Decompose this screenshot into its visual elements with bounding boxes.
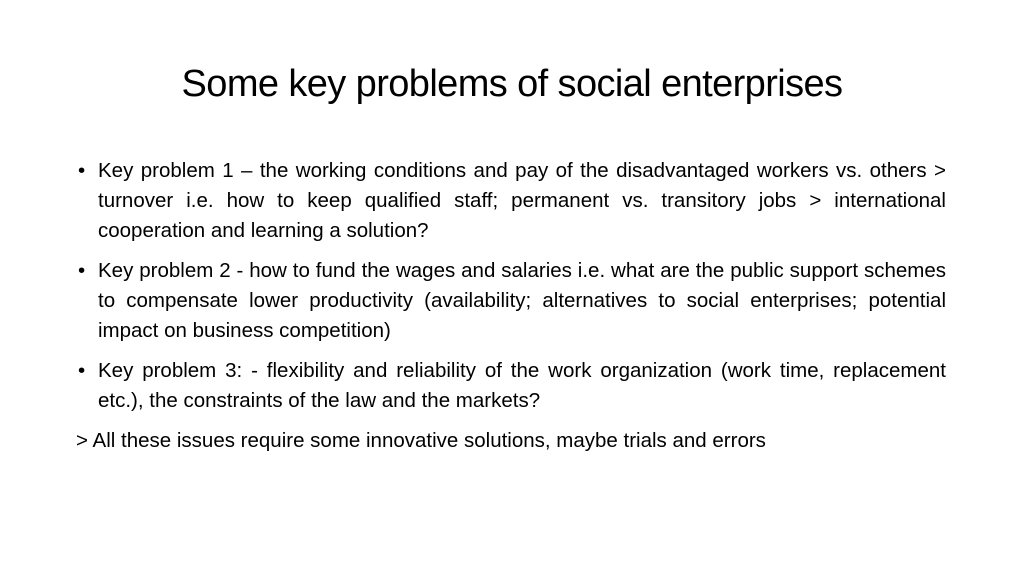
bullet-marker: •	[78, 159, 86, 182]
bullet-text: Key problem 2 - how to fund the wages and salaries i.e. what are the public support schemes to compensate lower productivity (availability; alternatives to social enterprises; potential impact on business competition)	[98, 259, 946, 342]
bullet-text: Key problem 1 – the working conditions and pay of the disadvantaged workers vs. others > turnover i.e. how to keep qualified staff; permanent vs. transitory jobs > international cooperation and learning a solution?	[98, 159, 946, 242]
bullet-item	[76, 156, 946, 246]
bullet-item	[76, 356, 946, 416]
slide-title: Some key problems of social enterprises	[181, 63, 843, 105]
bullet-item	[76, 256, 946, 346]
slide-content	[76, 156, 946, 456]
bullet-marker: •	[78, 259, 86, 282]
bullet-text: Key problem 3: - flexibility and reliability of the work organization (work time, replacement etc.), the constraints of the law and the markets?	[98, 359, 946, 412]
conclusion-text: > All these issues require some innovative solutions, maybe trials and errors	[76, 429, 766, 452]
bullet-marker: •	[78, 359, 86, 382]
